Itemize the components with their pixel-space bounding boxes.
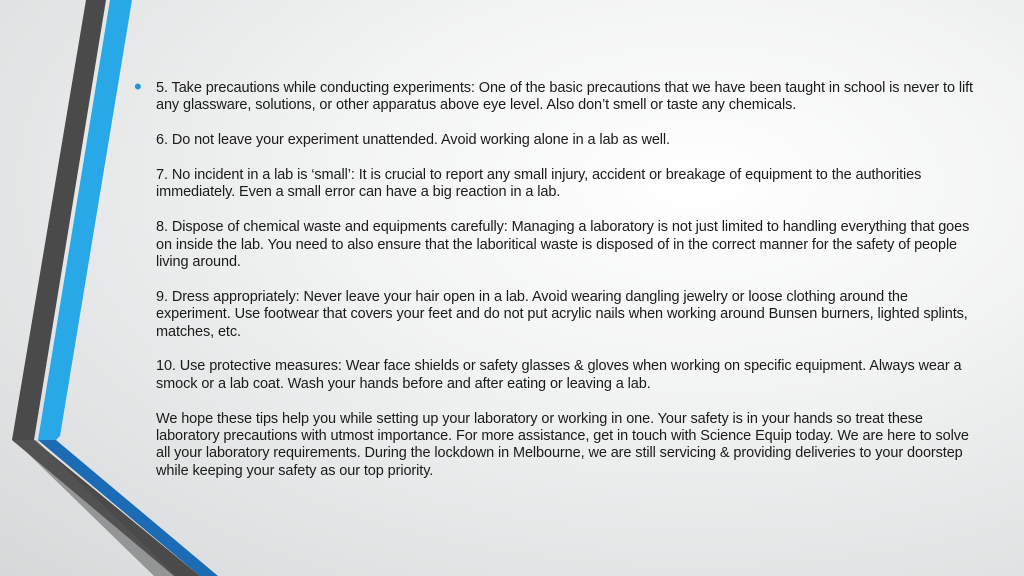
paragraph-protective: 10. Use protective measures: Wear face shields or safety glasses & gloves when working on specific equipment. Always wear a smock or a lab coat. Wash your hands before and after eating or leaving a lab. <box>156 358 962 392</box>
paragraph-precautions: 5. Take precautions while conducting experiments: One of the basic precautions that we have been taught in school is never to lift any glassware, solutions, or other apparatus above eye level. Also don’t smell or taste any chemicals. <box>156 80 973 114</box>
paragraph-unattended: 6. Do not leave your experiment unattended. Avoid working alone in a lab as well. <box>156 132 670 149</box>
paragraph-dress: 9. Dress appropriately: Never leave your hair open in a lab. Avoid wearing dangling jewelry or loose clothing around the experiment. Use footwear that covers your feet and do not put acrylic nails when working around Bunsen burners, lighted splints, matches, etc. <box>156 288 968 340</box>
paragraph-dispose: 8. Dispose of chemical waste and equipments carefully: Managing a laboratory is not just limited to handling everything that goes on inside the lab. You need to also ensure that the laboritical waste is disposed of in the correct manner for the safety of people living around. <box>156 219 970 271</box>
body-text <box>156 80 974 480</box>
paragraph-incident: 7. No incident in a lab is ‘small’: It is crucial to report any small injury, accident or breakage of equipment to the authorities immediately. Even a small error can have a big reaction in a lab. <box>156 167 922 201</box>
content-block <box>134 74 974 480</box>
paragraph-closing: We hope these tips help you while setting up your laboratory or working in one. Your safety is in your hands so treat these laboratory precautions with utmost importance. For more assistance, get in touch with Science Equip today. We are here to solve all your laboratory requirements. During the lockdown in Melbourne, we are still servicing & providing deliveries to your doorstep while keeping your safety as our top priority. <box>156 410 969 479</box>
bullet-dot: • <box>134 74 142 99</box>
